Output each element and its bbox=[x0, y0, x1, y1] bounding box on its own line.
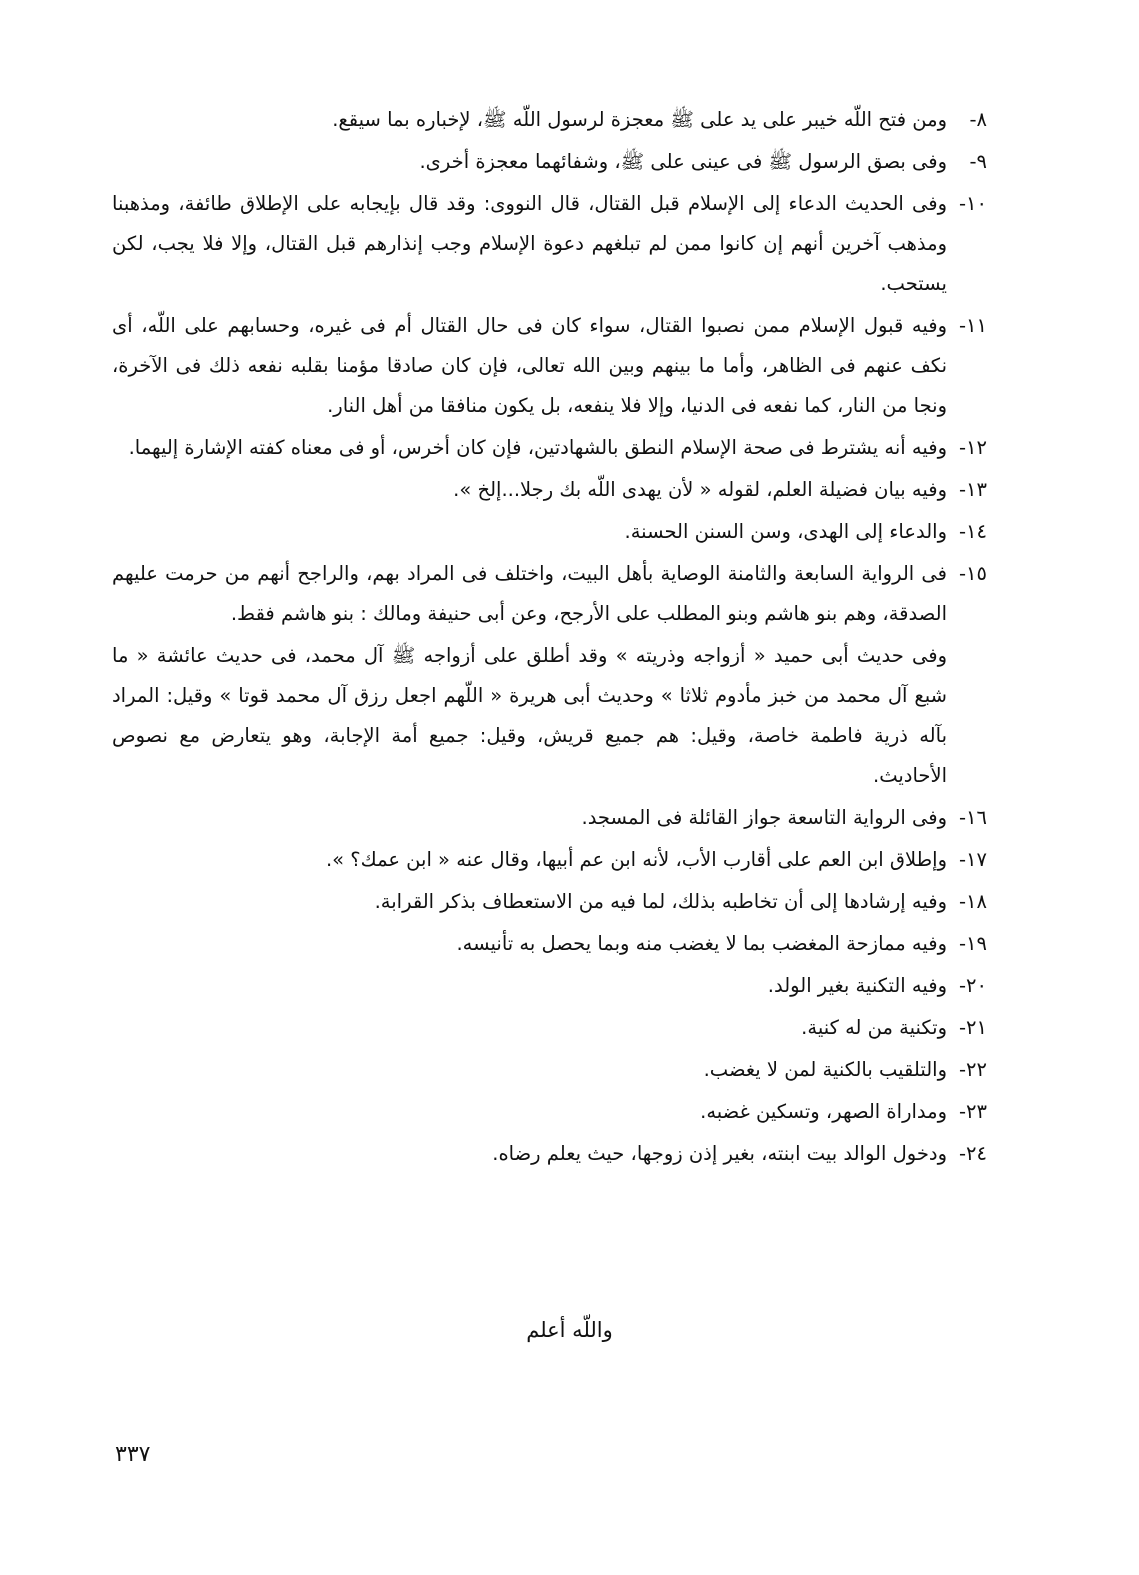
item-number: ١٥ - bbox=[959, 554, 987, 594]
item-number: ١١ - bbox=[959, 306, 987, 346]
item-text: وفيه أنه يشترط فى صحة الإسلام النطق بالشهادتين، فإن كان أخرس، أو فى معناه كفته الإشارة إليهما. bbox=[128, 436, 947, 459]
list-item bbox=[112, 1134, 987, 1174]
item-text: وفيه إرشادها إلى أن تخاطبه بذلك، لما فيه من الاستعطاف بذكر القرابة. bbox=[374, 890, 947, 913]
notes-list bbox=[112, 100, 987, 1176]
item-text: وفيه بيان فضيلة العلم، لقوله « لأن يهدى اللّه بك رجلا...إلخ ». bbox=[453, 478, 947, 501]
item-text: وإطلاق ابن العم على أقارب الأب، لأنه ابن عم أبيها، وقال عنه « ابن عمك؟ ». bbox=[325, 848, 947, 871]
item-number: ١٦ - bbox=[959, 798, 987, 838]
item-number: ١٢ - bbox=[959, 428, 987, 468]
item-text: وفى الرواية التاسعة جواز القائلة فى المسجد. bbox=[581, 806, 947, 829]
item-number: ١٧ - bbox=[959, 840, 987, 880]
list-item bbox=[112, 512, 987, 552]
item-number: ١٩ - bbox=[959, 924, 987, 964]
item-text: وتكنية من له كنية. bbox=[801, 1016, 947, 1039]
list-item bbox=[112, 470, 987, 510]
list-item bbox=[112, 882, 987, 922]
list-item bbox=[112, 142, 987, 182]
item-number: ٨ - bbox=[969, 100, 987, 140]
list-item bbox=[112, 1050, 987, 1090]
item-text: وفى بصق الرسول ﷺ فى عينى على ﷺ، وشفائهما معجزة أخرى. bbox=[419, 150, 947, 173]
item-text: ومن فتح اللّه خيبر على يد على ﷺ معجزة لرسول اللّه ﷺ، لإخباره بما سيقع. bbox=[332, 108, 947, 131]
list-item bbox=[112, 184, 987, 304]
item-number: ١٨ - bbox=[959, 882, 987, 922]
list-item bbox=[112, 428, 987, 468]
item-number: ٢١ - bbox=[959, 1008, 987, 1048]
item-number: ١٠ - bbox=[959, 184, 987, 224]
item-text: وفيه ممازحة المغضب بما لا يغضب منه وبما يحصل به تأنيسه. bbox=[456, 932, 947, 955]
item-text: فى الرواية السابعة والثامنة الوصاية بأهل البيت، واختلف فى المراد بهم، والراجح أنهم من حرمت عليهم الصدقة، وهم بنو هاشم وبنو المطلب على الأرجح، وعن أبى حنيفة ومالك : بنو هاشم فقط. bbox=[112, 562, 947, 625]
item-text: والتلقيب بالكنية لمن لا يغضب. bbox=[703, 1058, 947, 1081]
list-item bbox=[112, 1008, 987, 1048]
list-item bbox=[112, 924, 987, 964]
list-item bbox=[112, 798, 987, 838]
item-text: والدعاء إلى الهدى، وسن السنن الحسنة. bbox=[624, 520, 947, 543]
page-number: ٣٣٧ bbox=[115, 1442, 151, 1467]
item-number: ١٤ - bbox=[959, 512, 987, 552]
item-number: ٢٤ - bbox=[959, 1134, 987, 1174]
list-item bbox=[112, 840, 987, 880]
closing-phrase: واللّه أعلم bbox=[526, 1318, 613, 1342]
item-number: ١٣ - bbox=[959, 470, 987, 510]
item-number: ٢٢ - bbox=[959, 1050, 987, 1090]
sub-paragraph: وفى حديث أبى حميد « أزواجه وذريته » وقد أطلق على أزواجه ﷺ آل محمد، فى حديث عائشة « ما شبع آل محمد من خبز مأدوم ثلاثا » وحديث أبى هريرة « اللّهم اجعل رزق آل محمد قوتا » وقيل: المراد بآله ذرية فاطمة خاصة، وقيل: هم جميع قريش، وقيل: جميع أمة الإجابة، وهو يتعارض مع نصوص الأحاديث. bbox=[112, 644, 947, 787]
item-number: ٢٣ - bbox=[959, 1092, 987, 1132]
list-item bbox=[112, 554, 987, 634]
list-item bbox=[112, 966, 987, 1006]
list-item bbox=[112, 1092, 987, 1132]
list-item bbox=[112, 306, 987, 426]
list-item bbox=[112, 100, 987, 140]
item-text: ومداراة الصهر، وتسكين غضبه. bbox=[700, 1100, 947, 1123]
item-text: وفيه التكنية بغير الولد. bbox=[767, 974, 947, 997]
item-text: ودخول الوالد بيت ابنته، بغير إذن زوجها، حيث يعلم رضاه. bbox=[492, 1142, 947, 1165]
item-number: ٢٠ - bbox=[959, 966, 987, 1006]
item-text: وفيه قبول الإسلام ممن نصبوا القتال، سواء كان فى حال القتال أم فى غيره، وحسابهم على اللّه، أى نكف عنهم فى الظاهر، وأما ما بينهم وبين الله تعالى، فإن كان صادقا مؤمنا بقلبه نفعه ذلك فى الآخرة، ونجا من النار، كما نفعه فى الدنيا، وإلا فلا ينفعه، بل يكون منافقا من أهل النار. bbox=[112, 314, 947, 417]
item-text: وفى الحديث الدعاء إلى الإسلام قبل القتال، قال النووى: وقد قال بإيجابه على الإطلاق طائفة، ومذهبنا ومذهب آخرين أنهم إن كانوا ممن لم تبلغهم دعوة الإسلام وجب إنذارهم قبل القتال، وإلا فلا يجب، لكن يستحب. bbox=[112, 192, 947, 295]
item-number: ٩ - bbox=[969, 142, 987, 182]
